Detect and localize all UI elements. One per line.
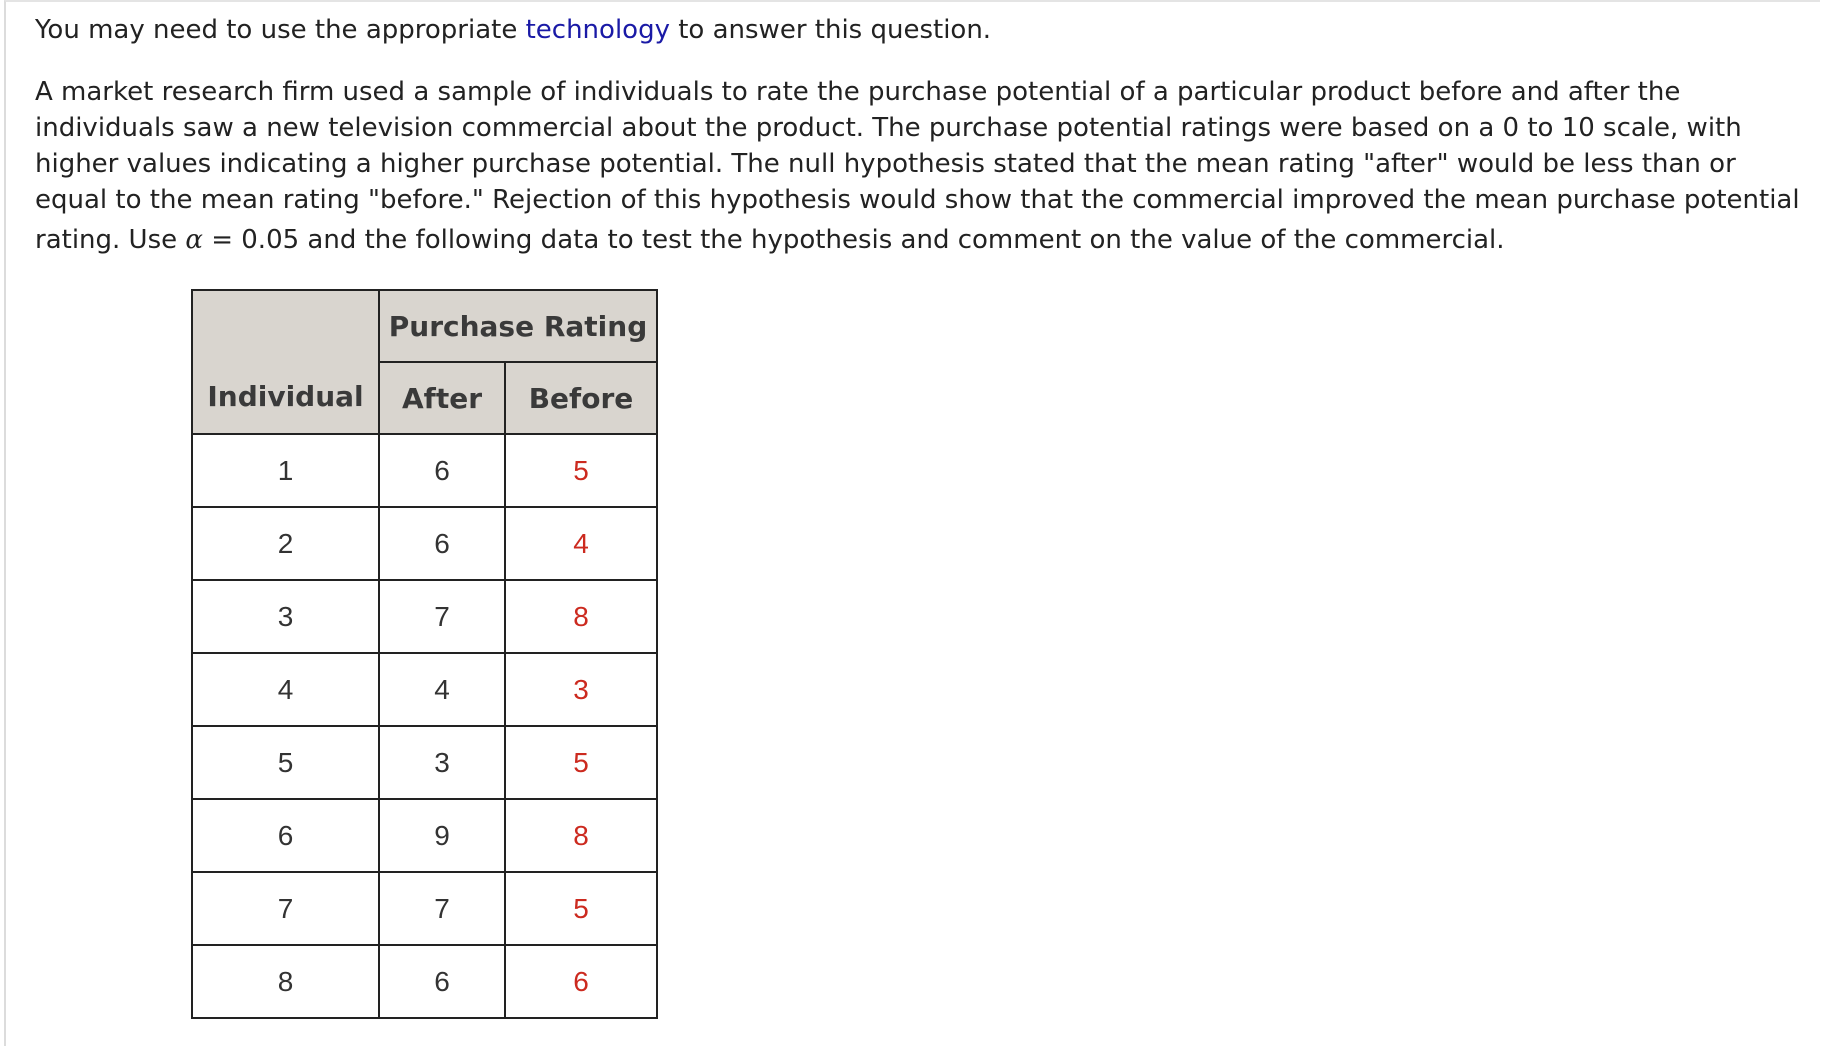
line5-suffix: = 0.05 and the following data to test the hypothesis and comment on the value of the commercial. xyxy=(202,225,1505,255)
individual-cell: 8 xyxy=(192,945,379,1018)
after-cell: 6 xyxy=(379,434,505,507)
before-cell: 5 xyxy=(505,434,657,507)
after-cell: 6 xyxy=(379,507,505,580)
purchase-rating-table xyxy=(191,289,658,1019)
individual-cell: 3 xyxy=(192,580,379,653)
after-cell: 6 xyxy=(379,945,505,1018)
before-cell: 5 xyxy=(505,872,657,945)
problem-line-1: A market research firm used a sample of individuals to rate the purchase potential of a particular product before and after the xyxy=(35,77,1681,107)
before-cell: 5 xyxy=(505,726,657,799)
header-before: Before xyxy=(505,362,657,434)
after-cell: 9 xyxy=(379,799,505,872)
individual-cell: 5 xyxy=(192,726,379,799)
table-row xyxy=(192,799,657,872)
after-cell: 3 xyxy=(379,726,505,799)
before-cell: 8 xyxy=(505,580,657,653)
individual-cell: 4 xyxy=(192,653,379,726)
technology-notice xyxy=(35,12,991,48)
header-individual: Individual xyxy=(192,290,379,434)
after-cell: 7 xyxy=(379,872,505,945)
notice-suffix: to answer this question. xyxy=(669,15,992,45)
before-cell: 4 xyxy=(505,507,657,580)
after-cell: 4 xyxy=(379,653,505,726)
alpha-symbol: α xyxy=(185,225,203,255)
table-row xyxy=(192,434,657,507)
problem-line-2: individuals saw a new television commercial about the product. The purchase potential ratings were based on a 0 to 10 scale, with xyxy=(35,113,1742,143)
header-purchase-rating: Purchase Rating xyxy=(379,290,657,362)
individual-cell: 6 xyxy=(192,799,379,872)
individual-cell: 2 xyxy=(192,507,379,580)
table-row xyxy=(192,945,657,1018)
header-row-group xyxy=(192,290,657,362)
header-after: After xyxy=(379,362,505,434)
notice-prefix: You may need to use the appropriate xyxy=(35,15,526,45)
problem-line-4: equal to the mean rating "before." Rejection of this hypothesis would show that the commercial improved the mean purchase potential xyxy=(35,185,1800,215)
line5-prefix: rating. Use xyxy=(35,225,186,255)
before-cell: 3 xyxy=(505,653,657,726)
problem-statement xyxy=(35,74,1815,258)
after-cell: 7 xyxy=(379,580,505,653)
individual-cell: 7 xyxy=(192,872,379,945)
table-row xyxy=(192,653,657,726)
table-row xyxy=(192,507,657,580)
table-row xyxy=(192,872,657,945)
table-row xyxy=(192,726,657,799)
table-row xyxy=(192,580,657,653)
problem-line-3: higher values indicating a higher purchase potential. The null hypothesis stated that the mean rating "after" would be less than or xyxy=(35,149,1736,179)
before-cell: 6 xyxy=(505,945,657,1018)
problem-line-5 xyxy=(35,222,1815,258)
individual-cell: 1 xyxy=(192,434,379,507)
before-cell: 8 xyxy=(505,799,657,872)
technology-link[interactable]: technology xyxy=(525,15,670,45)
